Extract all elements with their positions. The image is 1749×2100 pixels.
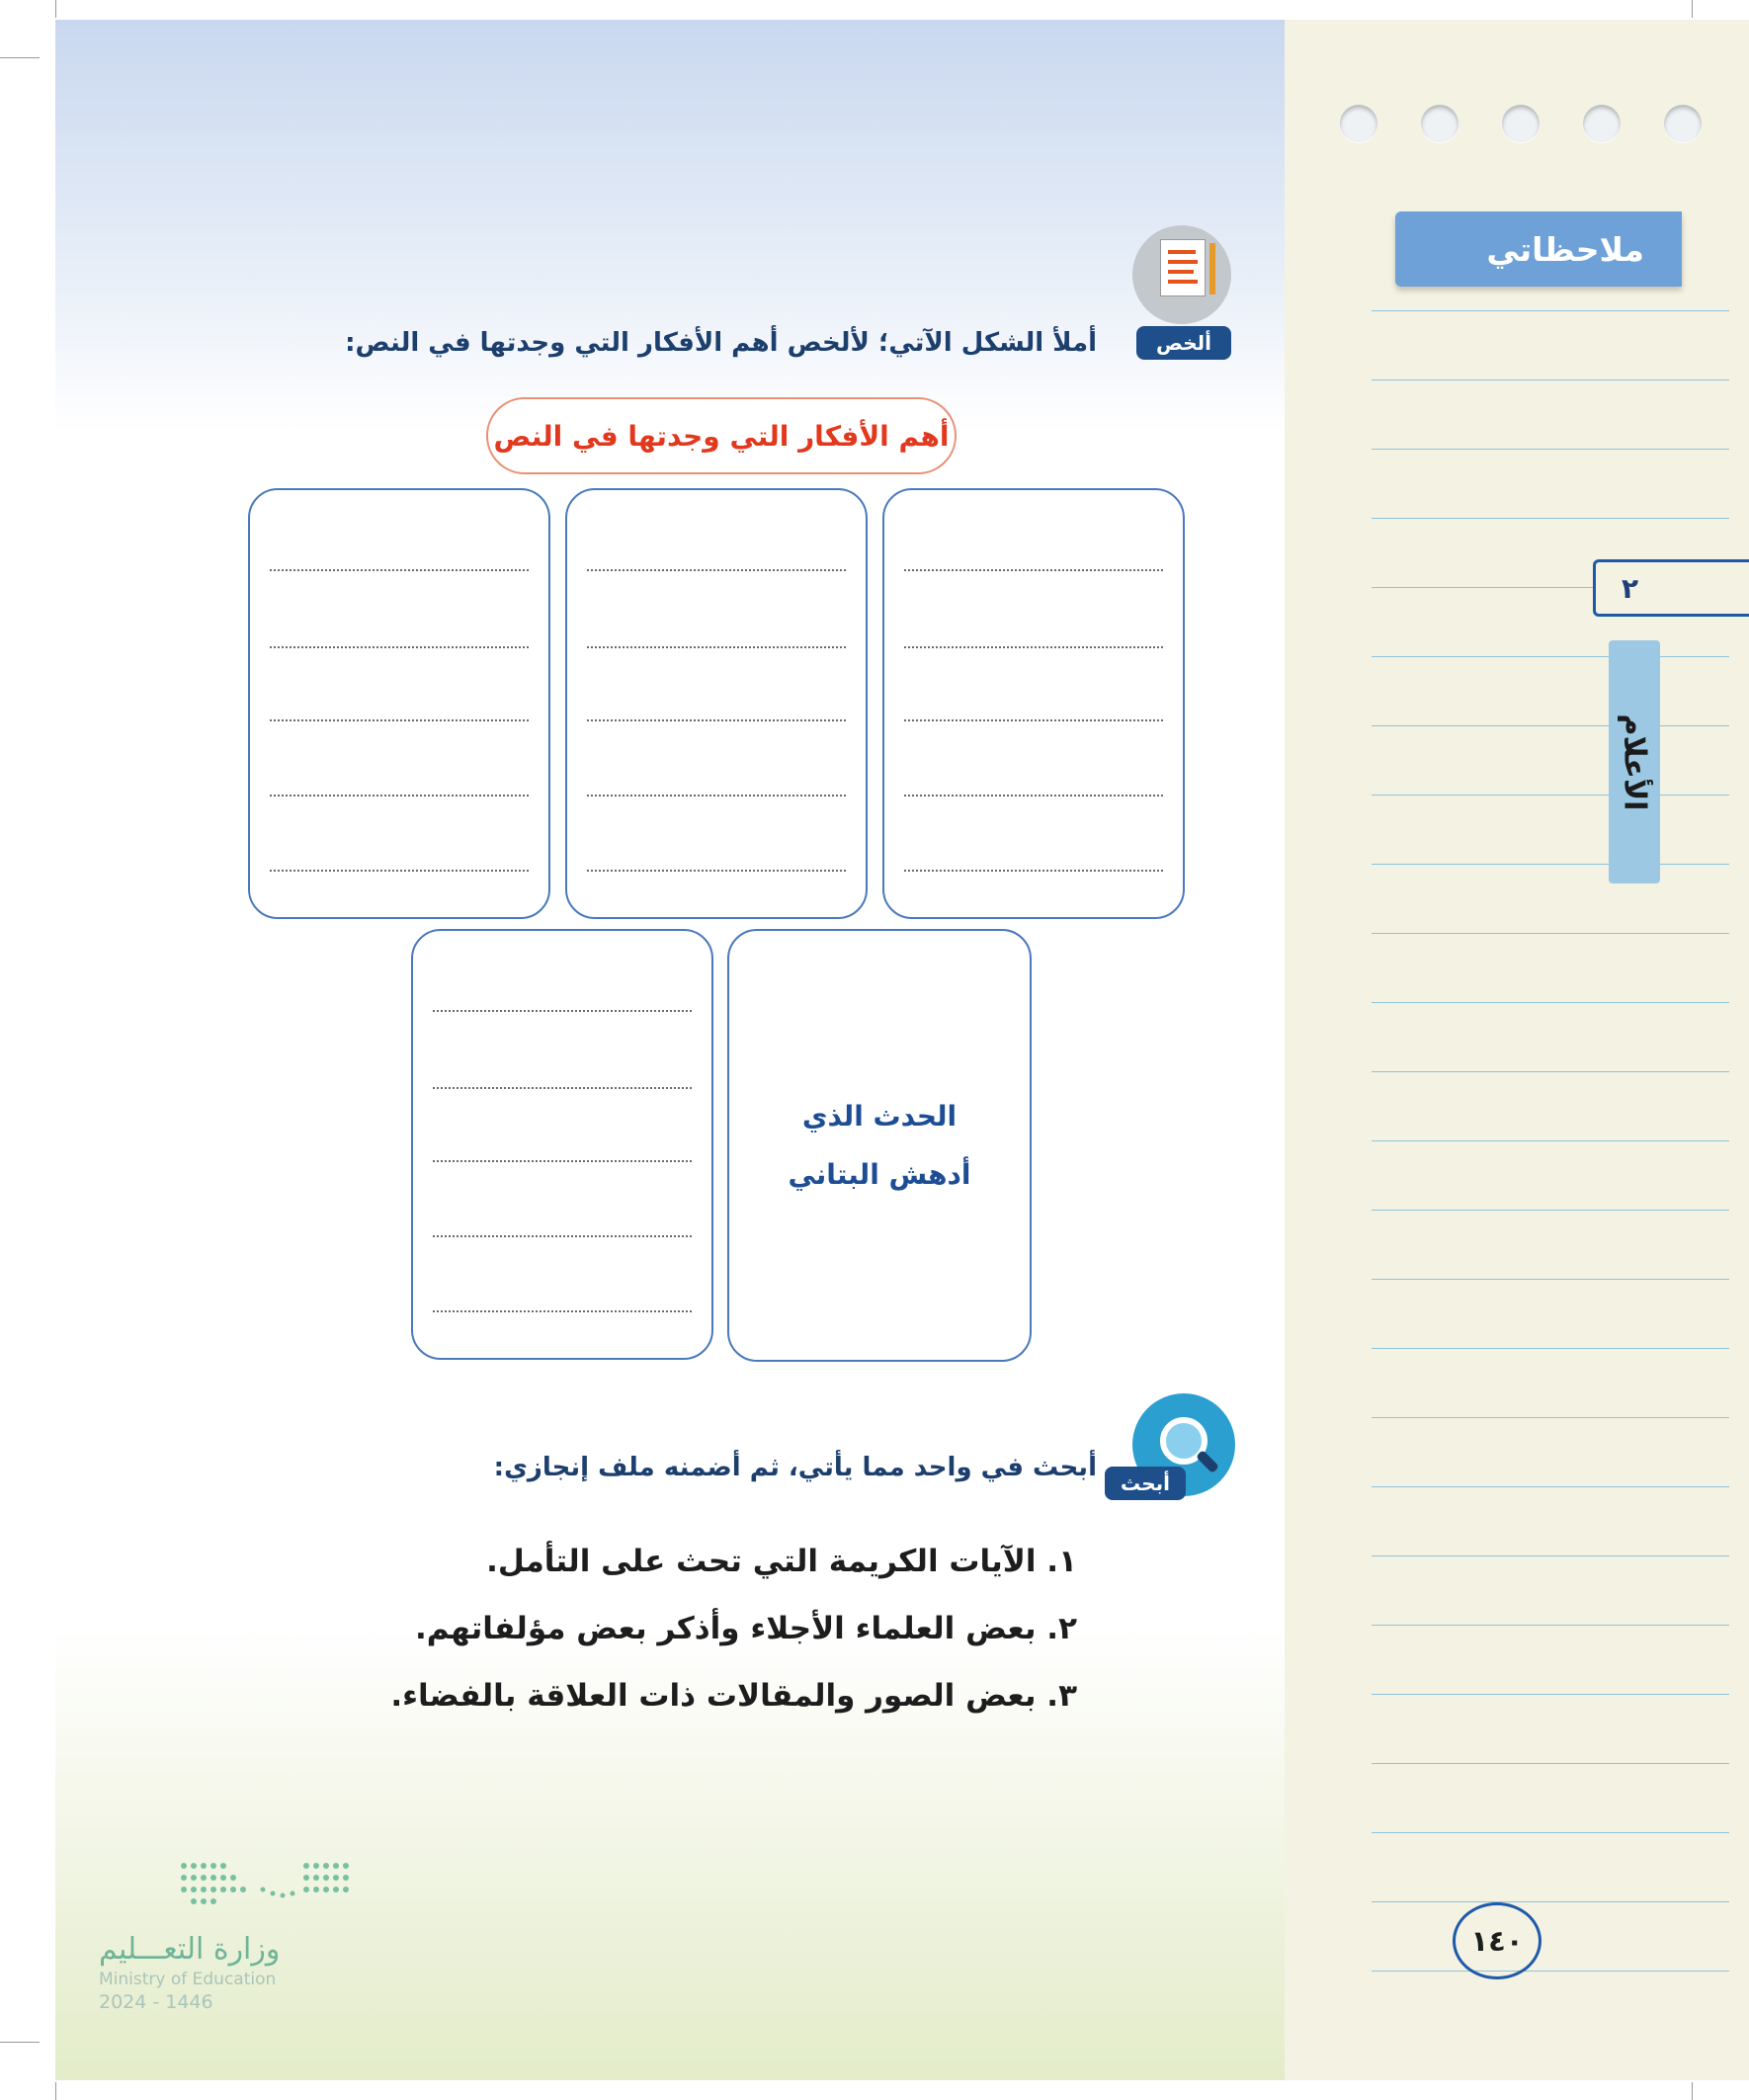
trim-mark [0,2042,40,2043]
trim-mark [0,57,40,58]
notes-ruled-line [1372,1348,1729,1349]
binder-hole [1421,105,1458,142]
notes-ruled-line [1372,1140,1729,1141]
idea-box[interactable] [565,488,868,919]
ideas-header: أهم الأفكار التي وجدتها في النص [486,397,957,474]
notes-ruled-line [1372,933,1729,934]
notes-ruled-line [1372,1210,1729,1211]
idea-box[interactable] [411,929,713,1360]
research-item: ١. الآيات الكريمة التي تحث على التأمل. [486,1544,1077,1579]
binder-hole [1340,105,1377,142]
notes-ruled-line [1372,1002,1729,1003]
trim-mark [55,0,56,18]
notes-ruled-line [1372,1555,1729,1556]
notes-ruled-line [1372,864,1729,865]
notes-ruled-line [1372,449,1729,450]
research-instruction: أبحث في واحد مما يأتي، ثم أضمنه ملف إنجازي: [493,1453,1097,1482]
central-event-line: الحدث الذي [801,1100,958,1133]
ministry-name-ar: وزارة التعـــليم [99,1932,281,1967]
research-item: ٣. بعض الصور والمقالات ذات العلاقة بالفضاء. [390,1678,1077,1714]
ministry-year: 2024 - 1446 [99,1991,213,2013]
notes-ruled-line [1372,1832,1729,1833]
notes-panel [1285,20,1749,2080]
unit-number: ٢ [1593,559,1749,617]
notes-ruled-line [1372,518,1729,519]
notes-ruled-line [1372,1071,1729,1072]
notes-title: ملاحظاتي [1395,211,1682,287]
trim-mark [1692,0,1693,18]
notes-ruled-line [1372,1417,1729,1418]
document-icon [1132,225,1231,324]
central-event-line: أدهش البتاني [788,1158,971,1191]
notes-ruled-line [1372,1486,1729,1487]
binder-hole [1502,105,1540,142]
notes-ruled-line [1372,725,1729,726]
binder-hole [1583,105,1621,142]
unit-tab: الأعلام [1609,640,1660,883]
notes-ruled-line [1372,656,1729,657]
trim-mark [55,2082,56,2100]
notes-ruled-line [1372,379,1729,380]
idea-box[interactable] [882,488,1185,919]
summarize-instruction: أملأ الشكل الآتي؛ لألخص أهم الأفكار التي وجدتها في النص: [345,328,1097,358]
notes-ruled-line [1372,1763,1729,1764]
idea-box[interactable] [248,488,550,919]
notes-ruled-line [1372,1279,1729,1280]
research-item: ٢. بعض العلماء الأجلاء وأذكر بعض مؤلفاتهم. [415,1611,1077,1646]
notes-ruled-line [1372,1694,1729,1695]
central-event-box [727,929,1032,1362]
page-number: ١٤٠ [1453,1902,1541,1979]
binder-hole [1664,105,1702,142]
notes-ruled-line [1372,1625,1729,1626]
ministry-logo-icon [178,1860,352,1909]
notes-ruled-line [1372,795,1729,796]
notes-ruled-line [1372,1901,1729,1902]
trim-mark [1692,2082,1693,2100]
notes-ruled-line [1372,310,1729,311]
ministry-name-en: Ministry of Education [99,1970,277,1989]
notes-ruled-line [1372,1971,1729,1972]
summarize-tag: ألخص [1136,326,1231,360]
research-tag: أبحث [1105,1467,1186,1500]
